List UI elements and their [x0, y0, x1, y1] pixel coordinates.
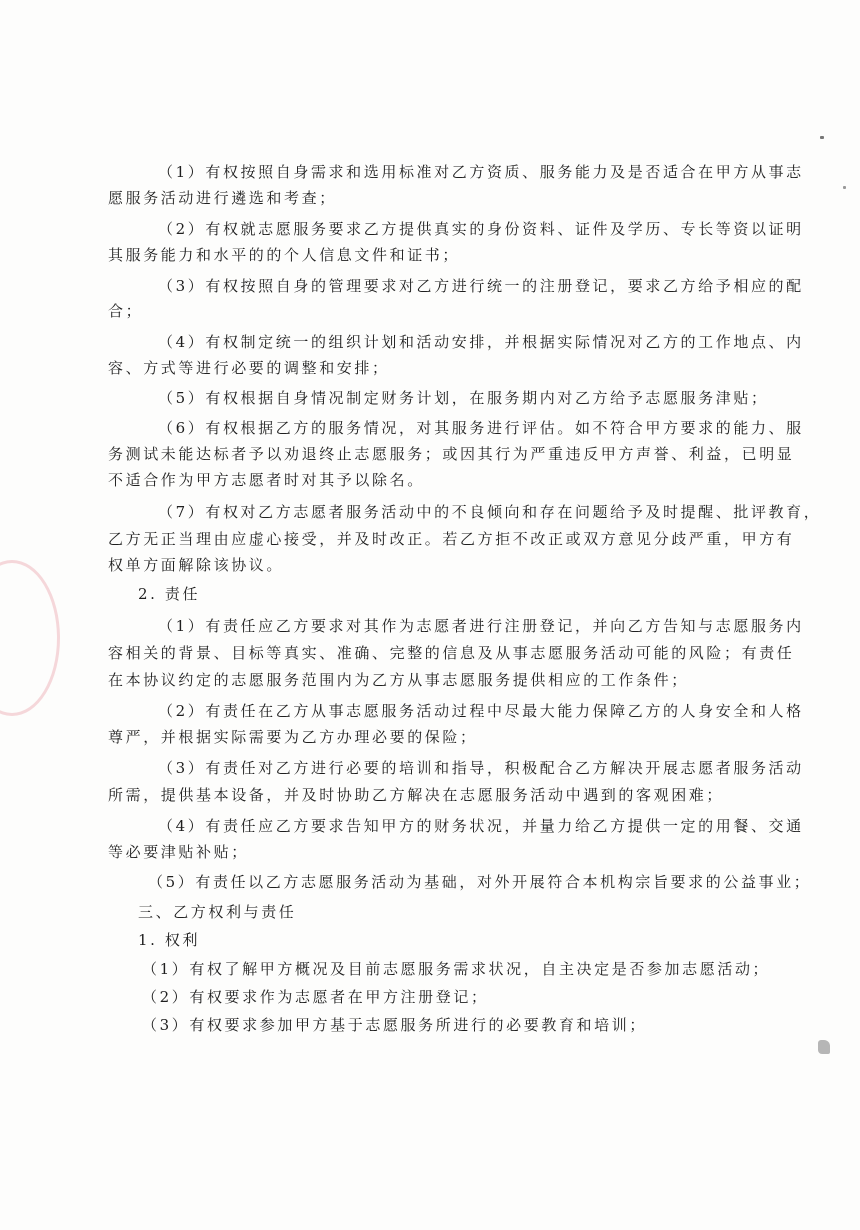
paragraph-line: （3）有权要求参加甲方基于志愿服务所进行的必要教育和培训； — [142, 1016, 647, 1034]
paragraph-line: （3）有责任对乙方进行必要的培训和指导，积极配合乙方解决开展志愿者服务活动 — [158, 759, 804, 777]
paragraph-line: 合； — [108, 302, 144, 320]
scan-speck — [818, 1040, 830, 1054]
paragraph-line: （1）有权按照自身需求和选用标准对乙方资质、服务能力及是否适合在甲方从事志 — [158, 163, 804, 181]
paragraph-line: （1）有责任应乙方要求对其作为志愿者进行注册登记，并向乙方告知与志愿服务内 — [158, 617, 804, 635]
paragraph-line: （6）有权根据乙方的服务情况，对其服务进行评估。如不符合甲方要求的能力、服 — [158, 419, 804, 437]
paragraph-line: 务测试未能达标者予以劝退终止志愿服务；或因其行为严重违反甲方声誉、利益，已明显 — [108, 445, 795, 463]
paragraph-line: 愿服务活动进行遴选和考查； — [108, 189, 337, 207]
paragraph-line: （1）有权了解甲方概况及目前志愿服务需求状况，自主决定是否参加志愿活动； — [142, 960, 771, 978]
sub-heading: 1. 权利 — [138, 931, 201, 949]
paragraph-line: 尊严，并根据实际需要为乙方办理必要的保险； — [108, 728, 478, 746]
scan-speck — [843, 186, 846, 189]
paragraph-line: 等必要津贴补贴； — [108, 843, 249, 861]
paragraph-line: 容、方式等进行必要的调整和安排； — [108, 359, 390, 377]
section-heading: 三、乙方权利与责任 — [138, 903, 297, 921]
paragraph-line: （2）有责任在乙方从事志愿服务活动过程中尽最大能力保障乙方的人身安全和人格 — [158, 702, 804, 720]
paragraph-line: （4）有责任应乙方要求告知甲方的财务状况，并量力给乙方提供一定的用餐、交通 — [158, 817, 804, 835]
section-heading: 2. 责任 — [138, 585, 201, 603]
scan-speck — [820, 136, 824, 139]
paragraph-line: （4）有权制定统一的组织计划和活动安排，并根据实际情况对乙方的工作地点、内 — [158, 333, 804, 351]
paragraph-line: （2）有权要求作为志愿者在甲方注册登记； — [142, 988, 489, 1006]
paragraph-line: 乙方无正当理由应虚心接受，并及时改正。若乙方拒不改正或双方意见分歧严重，甲方有 — [108, 530, 795, 548]
paragraph-line: （5）有责任以乙方志愿服务活动为基础，对外开展符合本机构宗旨要求的公益事业； — [148, 873, 812, 891]
paragraph-line: 容相关的背景、目标等真实、准确、完整的信息及从事志愿服务活动可能的风险；有责任 — [108, 644, 795, 662]
paragraph-line: 其服务能力和水平的的个人信息文件和证书； — [108, 246, 461, 264]
paragraph-line: 权单方面解除该协议。 — [108, 556, 285, 574]
paragraph-line: 不适合作为甲方志愿者时对其予以除名。 — [108, 471, 425, 489]
paragraph-line: 在本协议约定的志愿服务范围内为乙方从事志愿服务提供相应的工作条件； — [108, 671, 689, 689]
paragraph-line: （7）有权对乙方志愿者服务活动中的不良倾向和存在问题给予及时提醒、批评教育， — [158, 503, 822, 521]
red-seal-stamp — [0, 560, 60, 716]
paragraph-line: （5）有权根据自身情况制定财务计划，在服务期内对乙方给予志愿服务津贴； — [158, 389, 769, 407]
paragraph-line: 所需，提供基本设备，并及时协助乙方解决在志愿服务活动中遇到的客观困难； — [108, 786, 725, 804]
paragraph-line: （3）有权按照自身的管理要求对乙方进行统一的注册登记，要求乙方给予相应的配 — [158, 277, 804, 295]
paragraph-line: （2）有权就志愿服务要求乙方提供真实的身份资料、证件及学历、专长等资以证明 — [158, 220, 804, 238]
